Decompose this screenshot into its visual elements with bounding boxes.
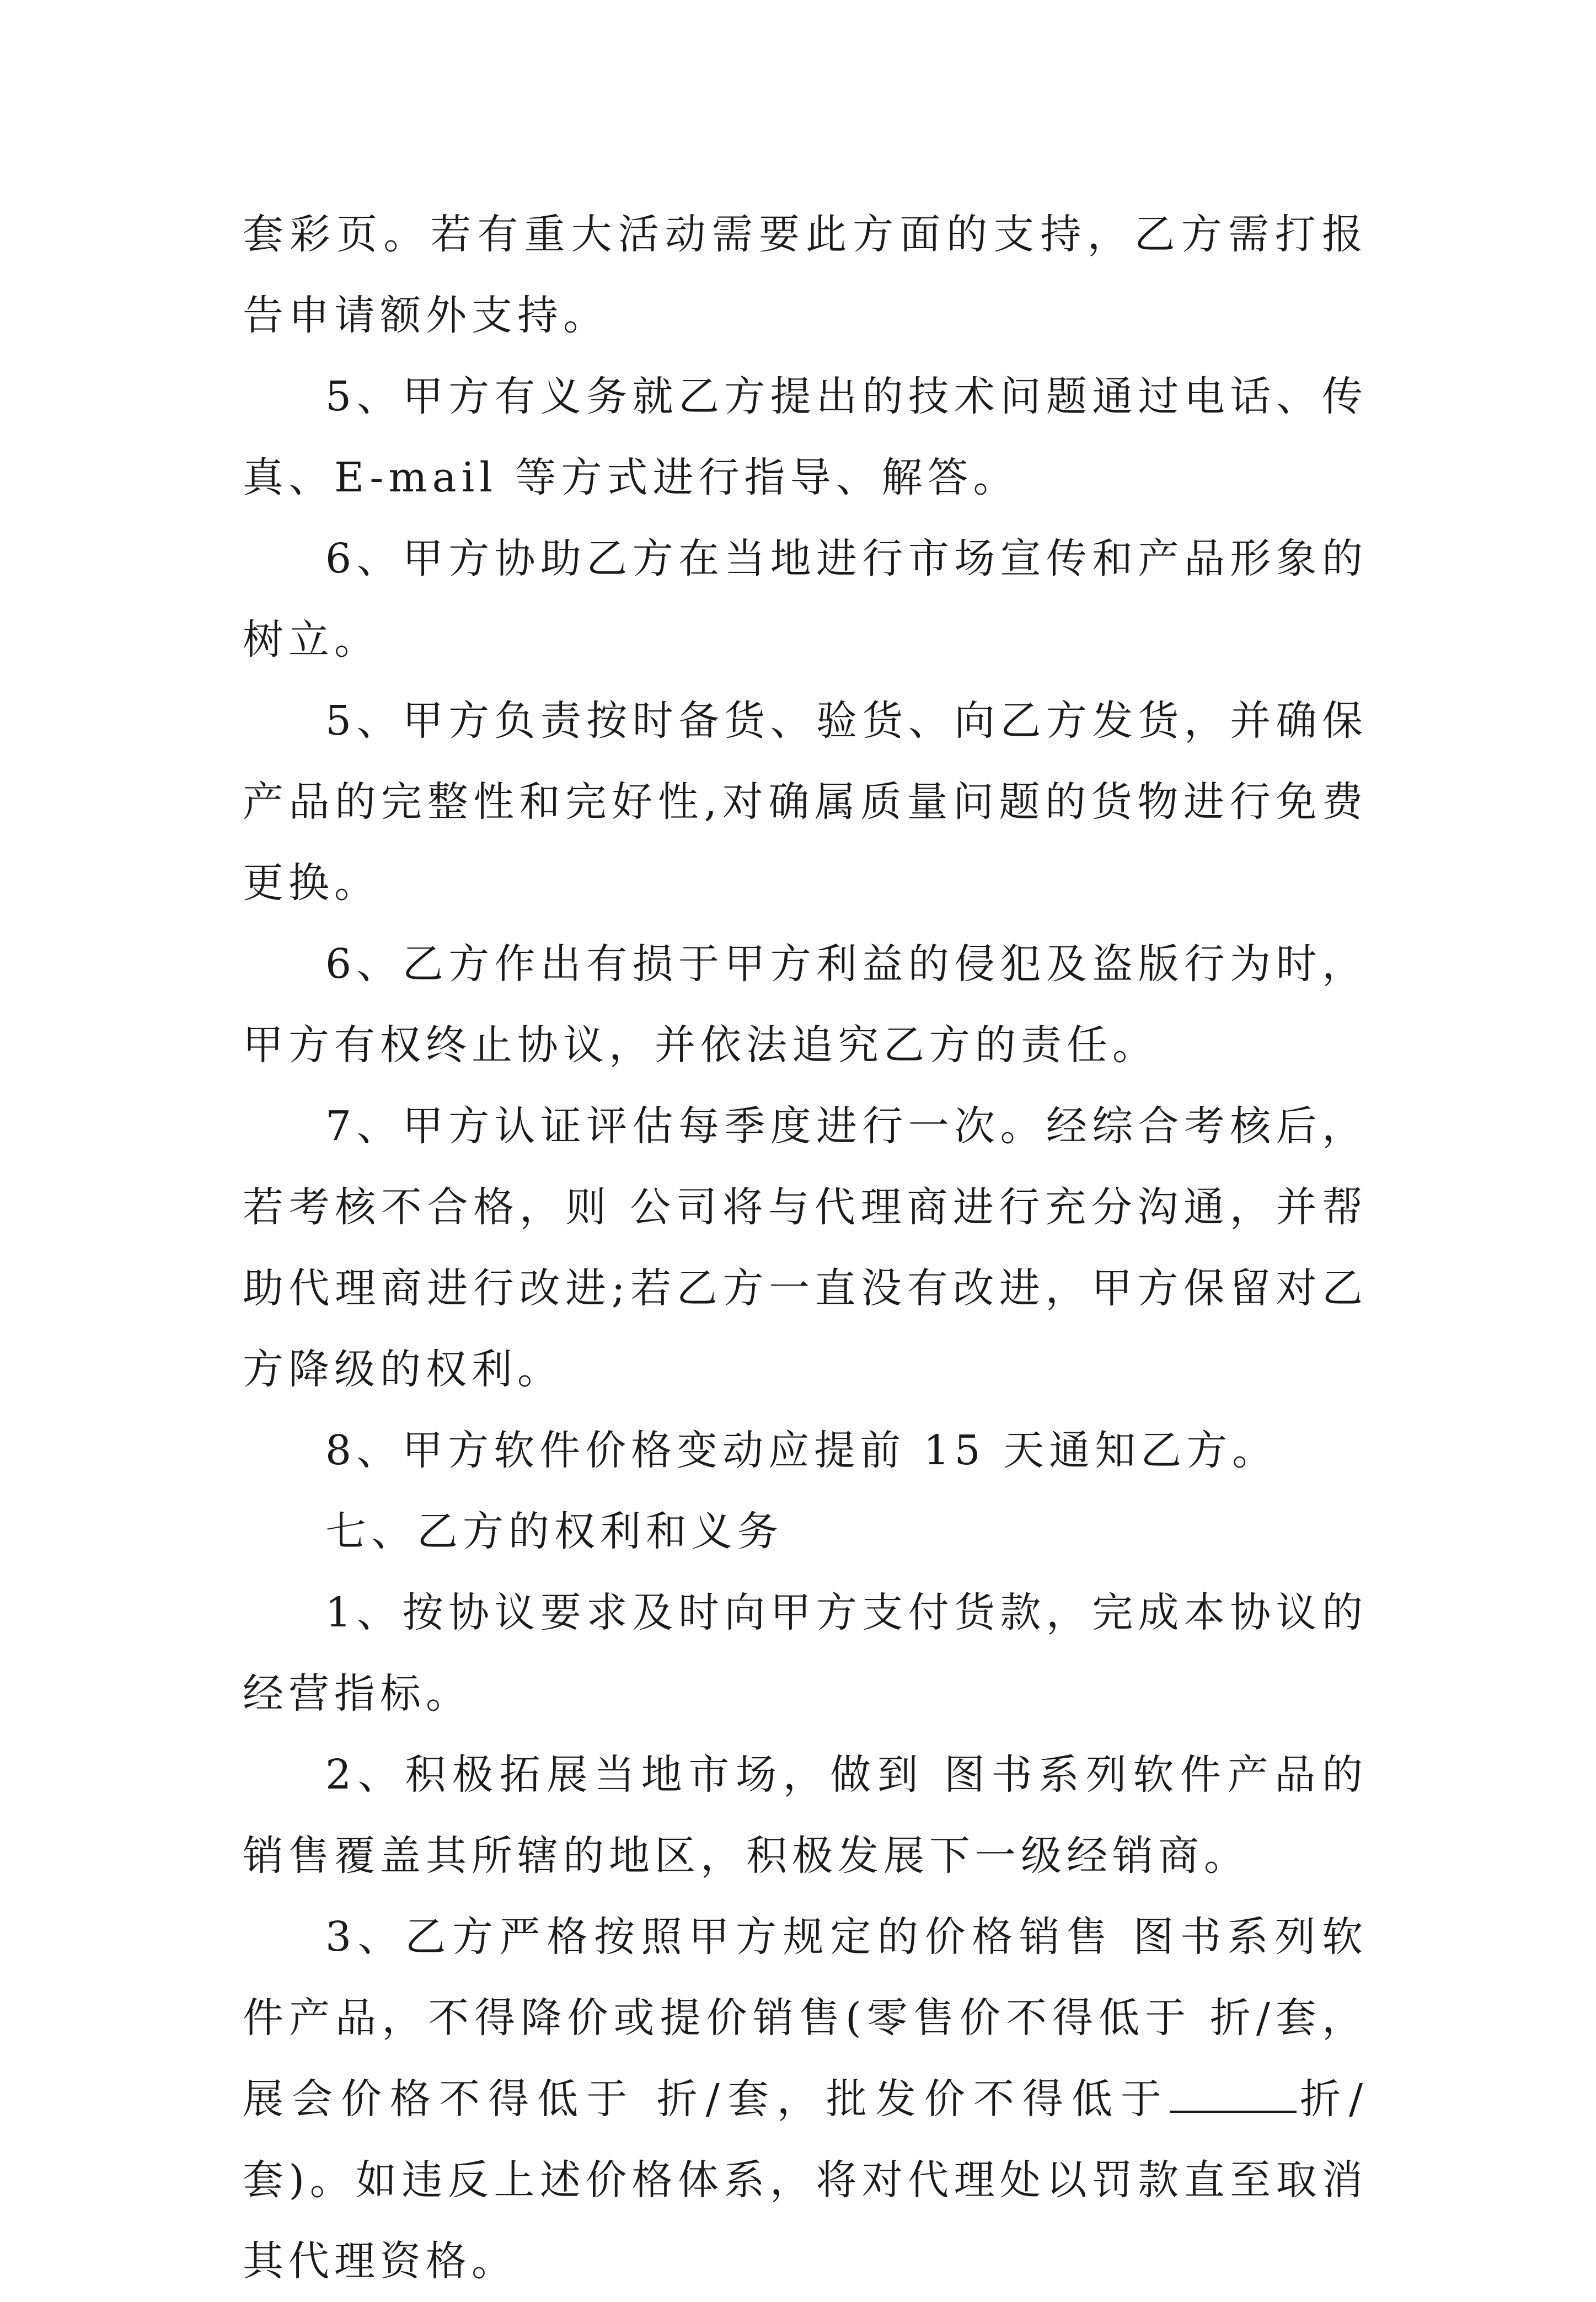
paragraph-6: 7、甲方认证评估每季度进行一次。经综合考核后，若考核不合格，则 公司将与代理商进行充分沟通，并帮助代理商进行改进;若乙方一直没有改进，甲方保留对乙方降级的权利。 xyxy=(243,1102,1368,1393)
paragraph-3: 6、甲方协助乙方在当地进行市场宣传和产品形象的树立。 xyxy=(243,535,1368,663)
document-body xyxy=(243,194,1368,2302)
paragraph-7: 8、甲方软件价格变动应提前 15 天通知乙方。 xyxy=(325,1427,1278,1474)
fill-in-blank xyxy=(1170,2072,1297,2113)
paragraph-2: 5、甲方有义务就乙方提出的技术问题通过电话、传真、E-mail 等方式进行指导、解答。 xyxy=(243,373,1368,501)
paragraph-10-part1: 3、乙方严格按照甲方规定的价格销售 图书系列软件产品，不得降价或提价销售(零售价不得低于 折/套，展会价格不得低于 折/套，批发价不得低于 xyxy=(243,1913,1368,2123)
paragraph-10 xyxy=(243,1897,1368,2302)
paragraph-10-part2: 折/套)。如违反上述价格体系，将对代理处以罚款直至取消其代理资格。 xyxy=(243,2075,1368,2285)
section-heading: 七、乙方的权利和义务 xyxy=(325,1508,783,1555)
paragraph-4: 5、甲方负责按时备货、验货、向乙方发货，并确保产品的完整性和完好性,对确属质量问题的货物进行免费更换。 xyxy=(243,697,1368,907)
paragraph-8: 1、按协议要求及时向甲方支付货款，完成本协议的经营指标。 xyxy=(243,1589,1368,1717)
paragraph-1: 套彩页。若有重大活动需要此方面的支持，乙方需打报告申请额外支持。 xyxy=(243,211,1368,339)
paragraph-9: 2、积极拓展当地市场，做到 图书系列软件产品的销售覆盖其所辖的地区，积极发展下一级经销商。 xyxy=(243,1751,1368,1880)
paragraph-5: 6、乙方作出有损于甲方利益的侵犯及盗版行为时，甲方有权终止协议，并依法追究乙方的责任。 xyxy=(243,940,1368,1069)
